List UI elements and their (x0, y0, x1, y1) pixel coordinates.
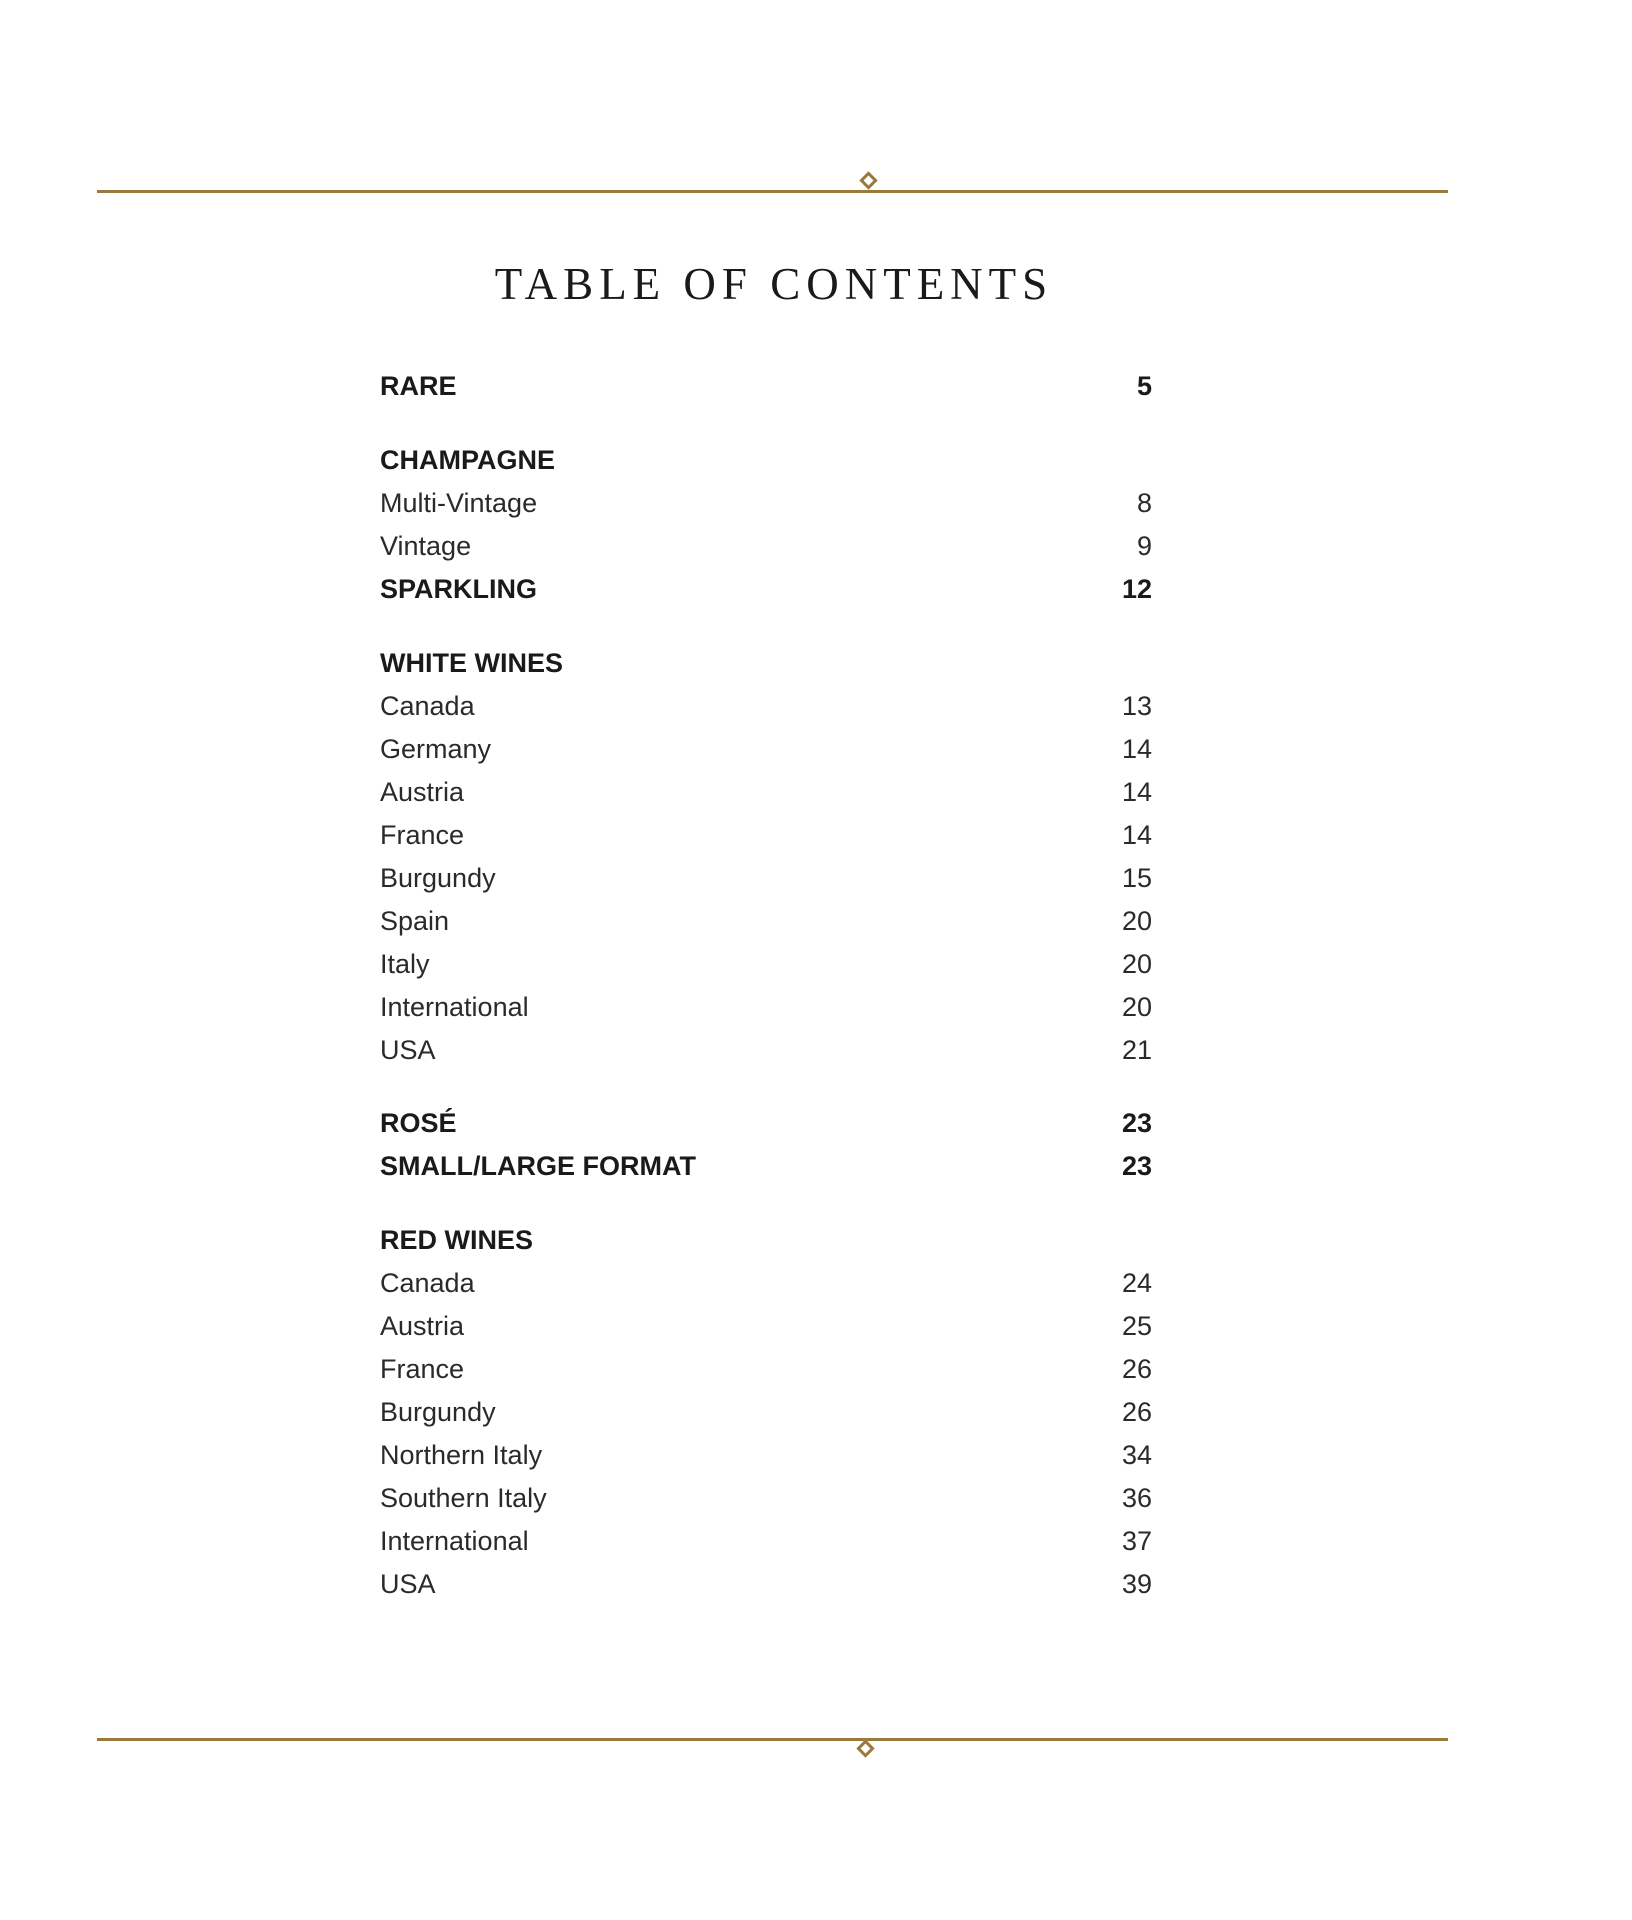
toc-entry-label: WHITE WINES (380, 647, 563, 678)
toc-entry-label: USA (380, 1034, 436, 1065)
toc-entry-red-canada (380, 1263, 1152, 1303)
toc-entry-page: 8 (1136, 487, 1152, 518)
toc-entry-label: SMALL/LARGE FORMAT (380, 1150, 696, 1181)
toc-entry-small-large-format (380, 1146, 1152, 1186)
toc-entry-label: France (380, 819, 465, 850)
toc-entry-label: International (380, 1525, 529, 1556)
toc-entry-page: 12 (1121, 573, 1152, 604)
toc-entry-label: Northern Italy (380, 1439, 543, 1470)
toc-entry-red-southern-italy (380, 1478, 1152, 1518)
toc-entry-page: 37 (1121, 1525, 1152, 1556)
toc-entry-page: 23 (1121, 1150, 1152, 1181)
toc-entry-page: 26 (1121, 1353, 1152, 1384)
toc-entry-red-usa (380, 1564, 1152, 1604)
toc-entry-white-france (380, 815, 1152, 855)
toc-entry-rare (380, 366, 1152, 406)
toc-entry-page: 25 (1121, 1310, 1152, 1341)
toc-entry-rose (380, 1103, 1152, 1143)
toc-entry-label: Southern Italy (380, 1482, 547, 1513)
toc-entry-page: 20 (1121, 991, 1152, 1022)
bottom-rule-line (97, 1738, 1448, 1741)
toc-entry-label: Vintage (380, 530, 472, 561)
page-title: TABLE OF CONTENTS (494, 259, 1054, 309)
toc-entry-page: 13 (1121, 690, 1152, 721)
toc-entry-label: SPARKLING (380, 573, 538, 604)
toc-entry-red-burgundy (380, 1392, 1152, 1432)
toc-entry-white-burgundy (380, 858, 1152, 898)
toc-entry-page: 14 (1121, 733, 1152, 764)
toc-entry-label: ROSÉ (380, 1107, 457, 1138)
toc-entry-page: 26 (1121, 1396, 1152, 1427)
toc-entry-white-austria (380, 772, 1152, 812)
toc-entry-page: 24 (1121, 1267, 1152, 1298)
toc-entry-page: 23 (1121, 1107, 1152, 1138)
toc-entry-page: 21 (1121, 1034, 1152, 1065)
toc-entry-page: 5 (1136, 370, 1152, 401)
toc-entry-page: 20 (1121, 948, 1152, 979)
toc-entry-red-wines (380, 1220, 1152, 1260)
toc-entry-label: Canada (380, 1267, 475, 1298)
toc-entry-white-germany (380, 729, 1152, 769)
toc-entry-page: 34 (1121, 1439, 1152, 1470)
toc-entry-white-international (380, 987, 1152, 1027)
toc-entry-page: 36 (1121, 1482, 1152, 1513)
toc-entry-page: 15 (1121, 862, 1152, 893)
toc-entry-label: Germany (380, 733, 492, 764)
toc-entry-label: RED WINES (380, 1224, 534, 1255)
toc-entry-white-canada (380, 686, 1152, 726)
toc-entry-white-wines (380, 643, 1152, 683)
toc-entry-label: CHAMPAGNE (380, 444, 555, 475)
toc-entry-label: RARE (380, 370, 457, 401)
top-diamond-ornament-icon (859, 171, 877, 189)
toc-entry-champagne (380, 440, 1152, 480)
toc-entry-label: Austria (380, 776, 465, 807)
toc-entry-label: USA (380, 1568, 436, 1599)
toc-entry-label: Spain (380, 905, 450, 936)
toc-entry-vintage (380, 526, 1152, 566)
bottom-ornamental-rule (97, 1738, 1448, 1741)
toc-entry-page: 14 (1121, 776, 1152, 807)
top-rule-line (97, 190, 1448, 193)
toc-entry-red-international (380, 1521, 1152, 1561)
toc-entry-label: Canada (380, 690, 475, 721)
toc-entry-red-austria (380, 1306, 1152, 1346)
toc-entry-label: Multi-Vintage (380, 487, 538, 518)
toc-entry-page: 39 (1121, 1568, 1152, 1599)
toc-entry-page: 9 (1136, 530, 1152, 561)
bottom-diamond-ornament-icon (856, 1739, 874, 1757)
toc-entry-white-usa (380, 1030, 1152, 1070)
toc-entry-label: Italy (380, 948, 430, 979)
toc-entry-red-france (380, 1349, 1152, 1389)
toc-entry-label: Burgundy (380, 1396, 496, 1427)
toc-entry-multi-vintage (380, 483, 1152, 523)
toc-entry-label: International (380, 991, 529, 1022)
toc-entry-white-italy (380, 944, 1152, 984)
toc-entry-red-northern-italy (380, 1435, 1152, 1475)
top-ornamental-rule (97, 190, 1448, 193)
toc-entry-label: France (380, 1353, 465, 1384)
toc-entry-white-spain (380, 901, 1152, 941)
toc-entry-label: Austria (380, 1310, 465, 1341)
toc-entry-label: Burgundy (380, 862, 496, 893)
toc-entry-page: 14 (1121, 819, 1152, 850)
toc-entry-sparkling (380, 569, 1152, 609)
toc-entry-page: 20 (1121, 905, 1152, 936)
